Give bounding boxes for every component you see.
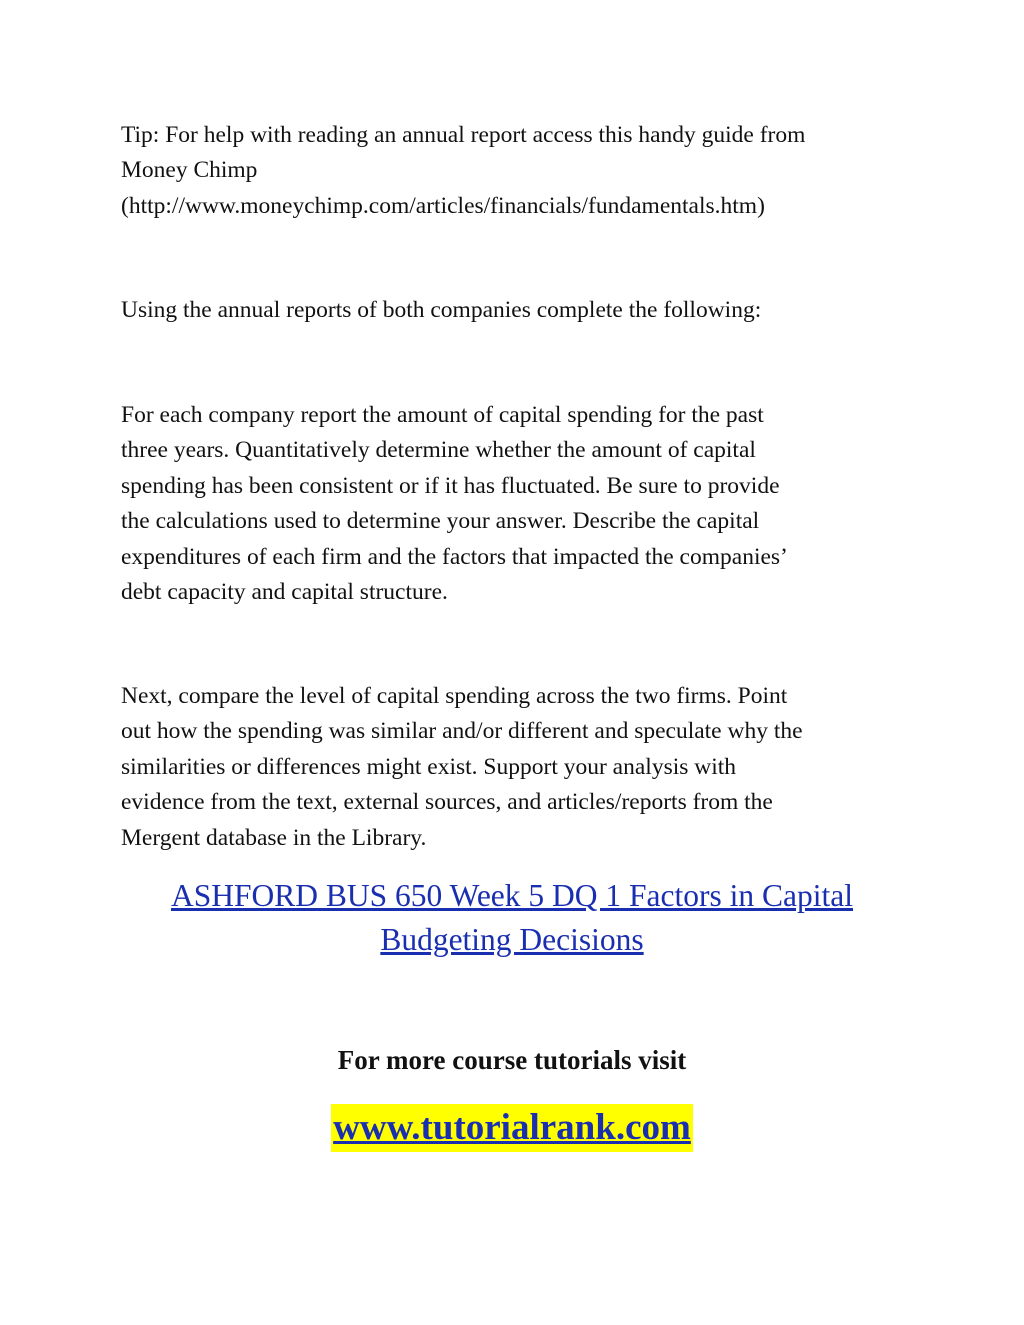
capital-spending-paragraph <box>121 398 911 610</box>
course-title-line[interactable]: Budgeting Decisions <box>380 922 644 957</box>
site-link-wrapper <box>0 1104 1024 1152</box>
paragraph-line: For each company report the amount of capital spending for the past <box>121 402 764 428</box>
paragraph-line: Mergent database in the Library. <box>121 824 427 851</box>
paragraph-line: similarities or differences might exist. Support your analysis with <box>121 753 737 780</box>
tip-line: Tip: For help with reading an annual report access this handy guide from <box>121 122 806 148</box>
paragraph-line: out how the spending was similar and/or different and speculate why the <box>121 718 803 745</box>
tip-paragraph <box>121 118 911 224</box>
more-tutorials-heading: For more course tutorials visit <box>337 1045 687 1075</box>
paragraph-line: the calculations used to determine your answer. Describe the capital <box>121 508 760 535</box>
paragraph-line: debt capacity and capital structure. <box>121 579 448 606</box>
course-title-link[interactable] <box>0 874 1024 962</box>
paragraph-line: evidence from the text, external sources, and articles/reports from the <box>121 789 773 816</box>
paragraph-line: Next, compare the level of capital spending across the two firms. Point <box>121 683 788 709</box>
paragraph-line: expenditures of each firm and the factors that impacted the companies’ <box>121 543 788 570</box>
tutorialrank-link[interactable]: www.tutorialrank.com <box>331 1104 693 1152</box>
paragraph-line: spending has been consistent or if it has fluctuated. Be sure to provide <box>121 472 780 499</box>
course-title-line[interactable]: ASHFORD BUS 650 Week 5 DQ 1 Factors in Capital <box>170 878 853 913</box>
tip-line: Money Chimp <box>121 157 258 184</box>
instruction-line: Using the annual reports of both companies complete the following: <box>121 297 762 323</box>
instruction-paragraph <box>121 293 911 328</box>
paragraph-line: three years. Quantitatively determine whether the amount of capital <box>121 437 756 464</box>
tip-url-line: (http://www.moneychimp.com/articles/financials/fundamentals.htm) <box>121 192 765 219</box>
comparison-paragraph <box>121 679 911 856</box>
